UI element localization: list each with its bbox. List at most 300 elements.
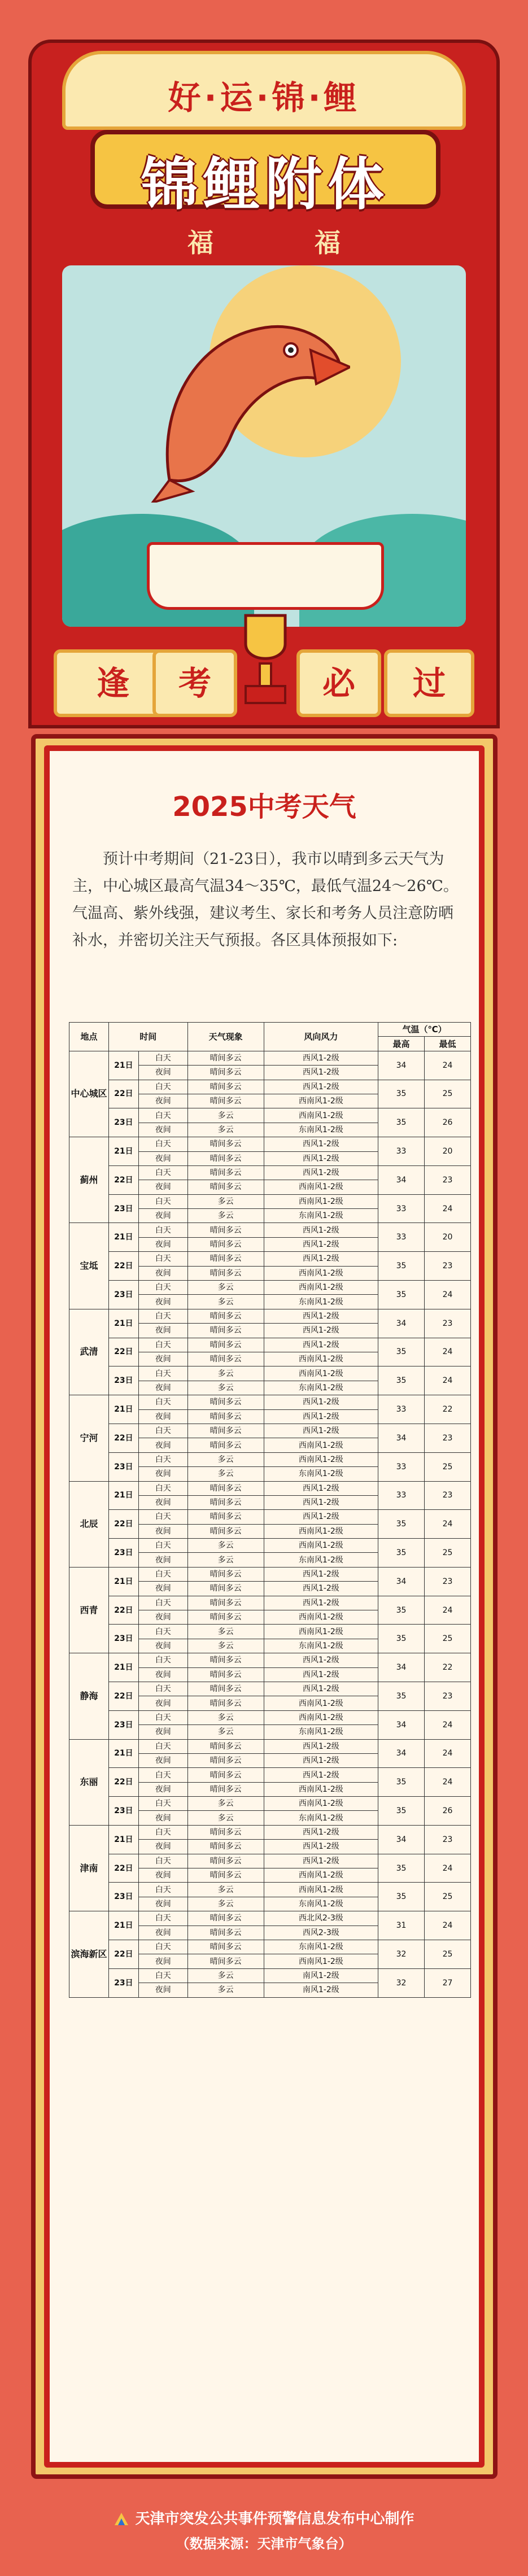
wind-cell: 西南风1-2级 — [264, 1281, 378, 1295]
temp-low-cell: 25 — [425, 1452, 471, 1481]
temp-low-cell: 25 — [425, 1940, 471, 1969]
period-cell: 白天 — [138, 1768, 187, 1782]
wind-cell: 东南风1-2级 — [264, 1209, 378, 1223]
table-row — [69, 1108, 471, 1123]
area-name: 静海 — [69, 1653, 109, 1739]
temp-low-cell: 26 — [425, 1108, 471, 1137]
day-cell: 21日 — [108, 1739, 138, 1768]
weather-cell: 晴间多云 — [187, 1094, 264, 1108]
table-row — [69, 1567, 471, 1581]
period-cell: 白天 — [138, 1625, 187, 1639]
table-row — [69, 1625, 471, 1639]
temp-low-cell: 23 — [425, 1682, 471, 1710]
weather-cell: 晴间多云 — [187, 1066, 264, 1080]
wind-cell: 西风1-2级 — [264, 1854, 378, 1868]
weather-cell: 晴间多云 — [187, 1266, 264, 1280]
period-cell: 白天 — [138, 1481, 187, 1495]
table-row — [69, 1309, 471, 1323]
temp-low-cell: 26 — [425, 1797, 471, 1826]
table-row — [69, 1596, 471, 1610]
day-cell: 22日 — [108, 1682, 138, 1710]
day-cell: 22日 — [108, 1080, 138, 1108]
temp-high-cell: 35 — [378, 1883, 425, 1911]
weather-cell: 晴间多云 — [187, 1596, 264, 1610]
wind-cell: 西风1-2级 — [264, 1151, 378, 1165]
day-cell: 23日 — [108, 1366, 138, 1395]
weather-cell: 晴间多云 — [187, 1338, 264, 1352]
temp-high-cell: 32 — [378, 1940, 425, 1969]
temp-low-cell: 24 — [425, 1366, 471, 1395]
period-cell: 白天 — [138, 1452, 187, 1466]
period-cell: 白天 — [138, 1539, 187, 1553]
table-row — [69, 1710, 471, 1724]
weather-cell: 晴间多云 — [187, 1911, 264, 1926]
period-cell: 夜间 — [138, 1725, 187, 1739]
period-cell: 白天 — [138, 1395, 187, 1409]
day-cell: 22日 — [108, 1510, 138, 1539]
weather-cell: 晴间多云 — [187, 1567, 264, 1581]
temp-high-cell: 34 — [378, 1051, 425, 1080]
wind-cell: 西南风1-2级 — [264, 1180, 378, 1194]
wind-cell: 西南风1-2级 — [264, 1782, 378, 1796]
period-cell: 白天 — [138, 1710, 187, 1724]
wind-cell: 西北风2-3级 — [264, 1911, 378, 1926]
weather-cell: 多云 — [187, 1539, 264, 1553]
plaque-3: 必 — [296, 649, 381, 717]
period-cell: 白天 — [138, 1223, 187, 1237]
period-cell: 夜间 — [138, 1753, 187, 1767]
table-row — [69, 1281, 471, 1295]
day-cell: 21日 — [108, 1051, 138, 1080]
area-name: 东丽 — [69, 1739, 109, 1825]
temp-low-cell: 25 — [425, 1539, 471, 1568]
wind-cell: 西风1-2级 — [264, 1739, 378, 1753]
day-cell: 23日 — [108, 1710, 138, 1739]
plaque-1: 逢 — [54, 649, 172, 717]
period-cell: 夜间 — [138, 1524, 187, 1538]
wind-cell: 西南风1-2级 — [264, 1710, 378, 1724]
wind-cell: 西风1-2级 — [264, 1066, 378, 1080]
temp-low-cell: 24 — [425, 1281, 471, 1309]
temp-high-cell: 35 — [378, 1768, 425, 1797]
wind-cell: 西风1-2级 — [264, 1596, 378, 1610]
weather-cell: 晴间多云 — [187, 1753, 264, 1767]
slogan: 好·运·锦·鲤 — [168, 78, 360, 117]
weather-cell: 多云 — [187, 1366, 264, 1381]
period-cell: 白天 — [138, 1968, 187, 1983]
table-row — [69, 1825, 471, 1839]
day-cell: 22日 — [108, 1854, 138, 1883]
wind-cell: 西风1-2级 — [264, 1237, 378, 1251]
table-row — [69, 1080, 471, 1094]
wind-cell: 西南风1-2级 — [264, 1452, 378, 1466]
weather-cell: 晴间多云 — [187, 1667, 264, 1682]
table-row — [69, 1539, 471, 1553]
wind-cell: 南风1-2级 — [264, 1983, 378, 1997]
area-name: 北辰 — [69, 1481, 109, 1567]
period-cell: 白天 — [138, 1309, 187, 1323]
wind-cell: 西南风1-2级 — [264, 1438, 378, 1452]
wind-cell: 西风1-2级 — [264, 1667, 378, 1682]
wind-cell: 西南风1-2级 — [264, 1797, 378, 1811]
day-cell: 21日 — [108, 1223, 138, 1252]
day-cell: 21日 — [108, 1825, 138, 1854]
weather-cell: 多云 — [187, 1194, 264, 1208]
table-row — [69, 1223, 471, 1237]
day-cell: 23日 — [108, 1108, 138, 1137]
weather-cell: 晴间多云 — [187, 1495, 264, 1509]
period-cell: 夜间 — [138, 1639, 187, 1653]
period-cell: 白天 — [138, 1739, 187, 1753]
wind-cell: 西风1-2级 — [264, 1080, 378, 1094]
temp-high-cell: 35 — [378, 1366, 425, 1395]
wind-cell: 西风1-2级 — [264, 1309, 378, 1323]
table-row — [69, 1165, 471, 1180]
table-row — [69, 1481, 471, 1495]
logo-icon — [114, 2512, 129, 2527]
period-cell: 夜间 — [138, 1582, 187, 1596]
wind-cell: 西风1-2级 — [264, 1395, 378, 1409]
weather-cell: 晴间多云 — [187, 1868, 264, 1883]
temp-high-cell: 35 — [378, 1510, 425, 1539]
weather-cell: 多云 — [187, 1123, 264, 1137]
wind-cell: 西风1-2级 — [264, 1682, 378, 1696]
day-cell: 23日 — [108, 1625, 138, 1653]
period-cell: 白天 — [138, 1510, 187, 1524]
period-cell: 白天 — [138, 1567, 187, 1581]
weather-cell: 晴间多云 — [187, 1324, 264, 1338]
weather-cell: 晴间多云 — [187, 1768, 264, 1782]
day-cell: 22日 — [108, 1338, 138, 1366]
wind-cell: 西风1-2级 — [264, 1324, 378, 1338]
weather-cell: 晴间多云 — [187, 1926, 264, 1940]
table-row — [69, 1194, 471, 1208]
period-cell: 夜间 — [138, 1495, 187, 1509]
temp-high-cell: 35 — [378, 1080, 425, 1108]
temp-low-cell: 27 — [425, 1968, 471, 1997]
weather-cell: 晴间多云 — [187, 1510, 264, 1524]
period-cell: 夜间 — [138, 1782, 187, 1796]
period-cell: 白天 — [138, 1911, 187, 1926]
weather-cell: 晴间多云 — [187, 1782, 264, 1796]
day-cell: 21日 — [108, 1395, 138, 1424]
period-cell: 夜间 — [138, 1811, 187, 1825]
table-row — [69, 1911, 471, 1926]
day-cell: 22日 — [108, 1768, 138, 1797]
temp-high-cell: 33 — [378, 1194, 425, 1223]
temp-low-cell: 23 — [425, 1252, 471, 1281]
temp-low-cell: 24 — [425, 1854, 471, 1883]
weather-cell: 多云 — [187, 1295, 264, 1309]
weather-cell: 多云 — [187, 1897, 264, 1911]
temp-low-cell: 24 — [425, 1710, 471, 1739]
wind-cell: 西风1-2级 — [264, 1840, 378, 1854]
wind-cell: 东南风1-2级 — [264, 1639, 378, 1653]
weather-cell: 晴间多云 — [187, 1653, 264, 1667]
carp-icon — [147, 288, 350, 503]
table-row — [69, 1395, 471, 1409]
weather-cell: 晴间多云 — [187, 1954, 264, 1968]
header-place: 地点 — [69, 1023, 109, 1051]
day-cell: 22日 — [108, 1596, 138, 1625]
period-cell: 夜间 — [138, 1667, 187, 1682]
table-row — [69, 1940, 471, 1954]
header-low: 最低 — [425, 1037, 471, 1051]
period-cell: 白天 — [138, 1424, 187, 1438]
temp-low-cell: 20 — [425, 1223, 471, 1252]
temp-low-cell: 25 — [425, 1625, 471, 1653]
period-cell: 夜间 — [138, 1897, 187, 1911]
temp-high-cell: 34 — [378, 1424, 425, 1452]
temp-high-cell: 33 — [378, 1481, 425, 1510]
weather-cell: 晴间多云 — [187, 1825, 264, 1839]
day-cell: 21日 — [108, 1137, 138, 1166]
weather-cell: 晴间多云 — [187, 1352, 264, 1366]
weather-cell: 晴间多云 — [187, 1481, 264, 1495]
period-cell: 夜间 — [138, 1467, 187, 1481]
table-row — [69, 1653, 471, 1667]
temp-high-cell: 35 — [378, 1338, 425, 1366]
weather-cell: 晴间多云 — [187, 1524, 264, 1538]
day-cell: 22日 — [108, 1940, 138, 1969]
period-cell: 夜间 — [138, 1209, 187, 1223]
header-wind: 风向风力 — [264, 1023, 378, 1051]
temp-low-cell: 24 — [425, 1051, 471, 1080]
open-book-icon — [147, 542, 384, 610]
temp-low-cell: 24 — [425, 1194, 471, 1223]
wind-cell: 西南风1-2级 — [264, 1610, 378, 1625]
temp-high-cell: 35 — [378, 1797, 425, 1826]
day-cell: 23日 — [108, 1883, 138, 1911]
period-cell: 夜间 — [138, 1066, 187, 1080]
temp-high-cell: 34 — [378, 1710, 425, 1739]
temp-high-cell: 34 — [378, 1653, 425, 1682]
period-cell: 白天 — [138, 1108, 187, 1123]
wind-cell: 西南风1-2级 — [264, 1266, 378, 1280]
carp-illustration — [62, 265, 466, 627]
area-name: 滨海新区 — [69, 1911, 109, 1997]
temp-low-cell: 24 — [425, 1768, 471, 1797]
period-cell: 夜间 — [138, 1868, 187, 1883]
temp-high-cell: 34 — [378, 1567, 425, 1596]
temp-low-cell: 23 — [425, 1825, 471, 1854]
period-cell: 夜间 — [138, 1123, 187, 1137]
area-name: 中心城区 — [69, 1051, 109, 1137]
wind-cell: 西南风1-2级 — [264, 1352, 378, 1366]
period-cell: 夜间 — [138, 1983, 187, 1997]
title-banner — [90, 130, 440, 217]
header-weather: 天气现象 — [187, 1023, 264, 1051]
weather-cell: 晴间多云 — [187, 1309, 264, 1323]
wind-cell: 西风1-2级 — [264, 1409, 378, 1424]
weather-cell: 多云 — [187, 1797, 264, 1811]
day-cell: 21日 — [108, 1911, 138, 1940]
day-cell: 23日 — [108, 1539, 138, 1568]
period-cell: 夜间 — [138, 1266, 187, 1280]
period-cell: 白天 — [138, 1883, 187, 1897]
period-cell: 夜间 — [138, 1409, 187, 1424]
temp-high-cell: 34 — [378, 1739, 425, 1768]
period-cell: 白天 — [138, 1366, 187, 1381]
weather-cell: 晴间多云 — [187, 1237, 264, 1251]
weather-cell: 多云 — [187, 1983, 264, 1997]
footer-line2: （数据来源：天津市气象台） — [176, 2536, 352, 2552]
temp-high-cell: 35 — [378, 1854, 425, 1883]
temp-high-cell: 34 — [378, 1825, 425, 1854]
day-cell: 21日 — [108, 1653, 138, 1682]
weather-cell: 晴间多云 — [187, 1137, 264, 1151]
weather-cell: 晴间多云 — [187, 1682, 264, 1696]
forecast-intro: 预计中考期间（21-23日），我市以晴到多云天气为主，中心城区最高气温34～35℃，最低气温24～26℃。气温高、紫外线强，建议考生、家长和考务人员注意防晒补水，并密切关注天气预报。各区具体预报如下: — [72, 850, 459, 949]
period-cell: 夜间 — [138, 1237, 187, 1251]
temp-low-cell: 24 — [425, 1911, 471, 1940]
temp-high-cell: 32 — [378, 1968, 425, 1997]
wind-cell: 西风1-2级 — [264, 1582, 378, 1596]
weather-cell: 多云 — [187, 1381, 264, 1395]
weather-cell: 晴间多云 — [187, 1610, 264, 1625]
weather-cell: 多云 — [187, 1811, 264, 1825]
weather-cell: 晴间多云 — [187, 1840, 264, 1854]
wind-cell: 西风1-2级 — [264, 1137, 378, 1151]
wind-cell: 西风1-2级 — [264, 1653, 378, 1667]
weather-cell: 多云 — [187, 1452, 264, 1466]
wind-cell: 东南风1-2级 — [264, 1811, 378, 1825]
area-name: 蓟州 — [69, 1137, 109, 1223]
wind-cell: 西风1-2级 — [264, 1481, 378, 1495]
wind-cell: 西风1-2级 — [264, 1495, 378, 1509]
period-cell: 白天 — [138, 1080, 187, 1094]
wind-cell: 西风1-2级 — [264, 1753, 378, 1767]
wind-cell: 西风1-2级 — [264, 1768, 378, 1782]
temp-low-cell: 20 — [425, 1137, 471, 1166]
trophy-icon — [234, 610, 296, 711]
period-cell: 白天 — [138, 1194, 187, 1208]
table-row — [69, 1510, 471, 1524]
temp-low-cell: 23 — [425, 1165, 471, 1194]
area-name: 武清 — [69, 1309, 109, 1395]
wind-cell: 西风1-2级 — [264, 1510, 378, 1524]
weather-cell: 多云 — [187, 1968, 264, 1983]
period-cell: 夜间 — [138, 1094, 187, 1108]
period-cell: 白天 — [138, 1797, 187, 1811]
period-cell: 白天 — [138, 1281, 187, 1295]
table-row — [69, 1854, 471, 1868]
period-cell: 白天 — [138, 1338, 187, 1352]
table-row — [69, 1768, 471, 1782]
temp-high-cell: 35 — [378, 1625, 425, 1653]
wind-cell: 东南风1-2级 — [264, 1123, 378, 1137]
table-row — [69, 1137, 471, 1151]
period-cell: 夜间 — [138, 1295, 187, 1309]
day-cell: 23日 — [108, 1797, 138, 1826]
weather-cell: 多云 — [187, 1639, 264, 1653]
temp-low-cell: 24 — [425, 1510, 471, 1539]
day-cell: 23日 — [108, 1452, 138, 1481]
weather-cell: 晴间多云 — [187, 1165, 264, 1180]
fu-right: 福 — [315, 228, 341, 258]
weather-cell: 多云 — [187, 1209, 264, 1223]
weather-cell: 多云 — [187, 1883, 264, 1897]
wind-cell: 东南风1-2级 — [264, 1381, 378, 1395]
forecast-table-body — [69, 1051, 471, 1997]
forecast-card — [44, 745, 485, 2468]
temp-high-cell: 35 — [378, 1281, 425, 1309]
day-cell: 23日 — [108, 1968, 138, 1997]
period-cell: 夜间 — [138, 1954, 187, 1968]
period-cell: 夜间 — [138, 1840, 187, 1854]
period-cell: 白天 — [138, 1682, 187, 1696]
weather-cell: 多云 — [187, 1710, 264, 1724]
weather-cell: 多云 — [187, 1553, 264, 1567]
temp-low-cell: 22 — [425, 1653, 471, 1682]
period-cell: 夜间 — [138, 1926, 187, 1940]
weather-cell: 晴间多云 — [187, 1252, 264, 1266]
weather-cell: 晴间多云 — [187, 1395, 264, 1409]
header-time: 时间 — [108, 1023, 187, 1051]
temp-low-cell: 24 — [425, 1596, 471, 1625]
temp-low-cell: 25 — [425, 1883, 471, 1911]
temp-low-cell: 23 — [425, 1424, 471, 1452]
area-name: 宁河 — [69, 1395, 109, 1481]
temp-high-cell: 35 — [378, 1252, 425, 1281]
temp-high-cell: 33 — [378, 1395, 425, 1424]
temp-low-cell: 23 — [425, 1567, 471, 1596]
wind-cell: 东南风1-2级 — [264, 1467, 378, 1481]
day-cell: 22日 — [108, 1424, 138, 1452]
weather-cell: 晴间多云 — [187, 1424, 264, 1438]
forecast-title: 2025中考天气 — [172, 791, 356, 823]
temp-high-cell: 35 — [378, 1682, 425, 1710]
period-cell: 夜间 — [138, 1610, 187, 1625]
weather-cell: 多云 — [187, 1281, 264, 1295]
period-cell: 白天 — [138, 1596, 187, 1610]
day-cell: 22日 — [108, 1165, 138, 1194]
table-row — [69, 1968, 471, 1983]
wind-cell: 南风1-2级 — [264, 1968, 378, 1983]
area-name: 宝坻 — [69, 1223, 109, 1309]
weather-cell: 晴间多云 — [187, 1438, 264, 1452]
wind-cell: 西南风1-2级 — [264, 1094, 378, 1108]
temp-high-cell: 35 — [378, 1539, 425, 1568]
temp-high-cell: 35 — [378, 1108, 425, 1137]
wind-cell: 东南风1-2级 — [264, 1295, 378, 1309]
wind-cell: 西风1-2级 — [264, 1424, 378, 1438]
wind-cell: 东南风1-2级 — [264, 1940, 378, 1954]
day-cell: 21日 — [108, 1481, 138, 1510]
temp-high-cell: 33 — [378, 1137, 425, 1166]
footer-producer — [0, 2507, 528, 2528]
day-cell: 21日 — [108, 1309, 138, 1338]
wind-cell: 西风1-2级 — [264, 1825, 378, 1839]
temp-high-cell: 33 — [378, 1452, 425, 1481]
temp-high-cell: 34 — [378, 1309, 425, 1338]
wind-cell: 西南风1-2级 — [264, 1625, 378, 1639]
forecast-table-wrap — [69, 1022, 471, 1998]
footer — [0, 2507, 528, 2552]
wind-cell: 西风1-2级 — [264, 1165, 378, 1180]
temp-high-cell: 33 — [378, 1223, 425, 1252]
plaque-2: 考 — [152, 649, 237, 717]
period-cell: 白天 — [138, 1252, 187, 1266]
table-row — [69, 1682, 471, 1696]
wind-cell: 东南风1-2级 — [264, 1553, 378, 1567]
wind-cell: 西南风1-2级 — [264, 1366, 378, 1381]
period-cell: 夜间 — [138, 1352, 187, 1366]
temp-high-cell: 31 — [378, 1911, 425, 1940]
weather-cell: 晴间多云 — [187, 1223, 264, 1237]
weather-cell: 晴间多云 — [187, 1151, 264, 1165]
fu-left: 福 — [187, 228, 213, 258]
